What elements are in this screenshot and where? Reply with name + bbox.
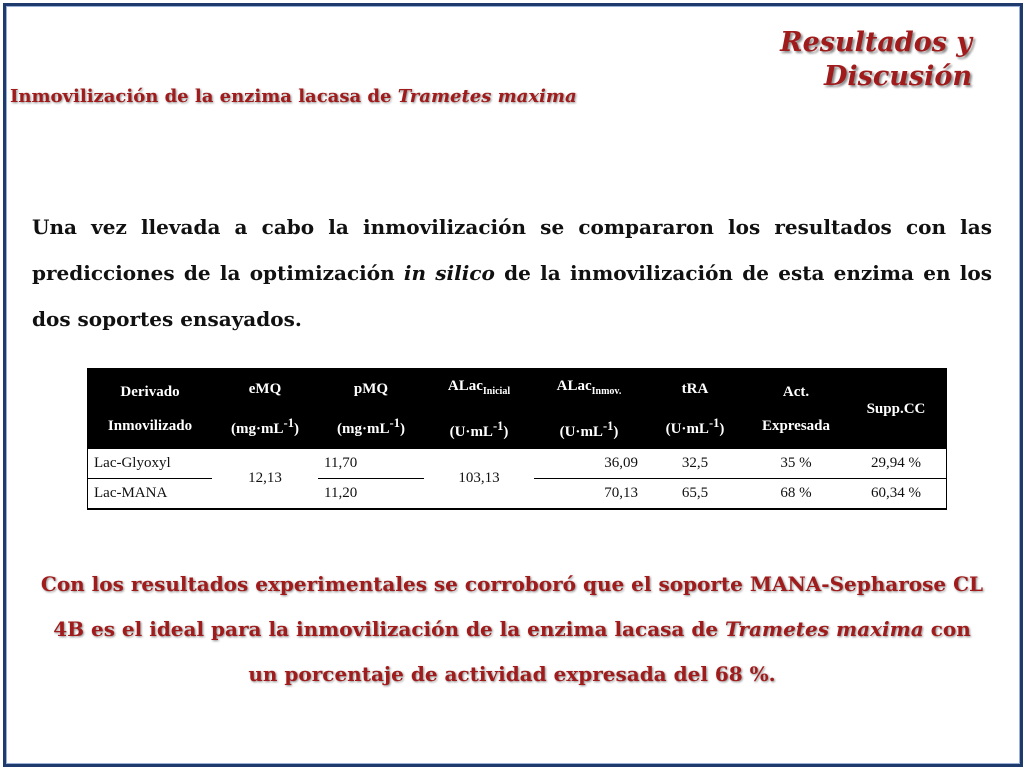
- intro-paragraph: [32, 204, 992, 342]
- header-alac-inicial: [424, 369, 534, 450]
- cell-alac-inicial-shared: 103,13: [424, 449, 534, 509]
- header-alac-inicial-sup: -1: [492, 419, 504, 433]
- cell-act: 35 %: [746, 449, 846, 479]
- header-alac-inmov-sup: -1: [602, 419, 614, 433]
- cell-pmq: 11,70: [318, 449, 424, 479]
- conclusion-part1: Con los resultados experimentales se corroboró que el soporte MANA-Sepharose CL 4B es el ideal para la inmovilización de la enzima lacasa de: [40, 572, 984, 641]
- header-alac-inmov-base: ALac: [556, 378, 592, 394]
- intro-part1: Una vez llevada a cabo la inmovilización se compararon los resultados con las predicciones de la optimización: [32, 215, 992, 285]
- conclusion-part2: con un porcentaje de actividad expresada del 68 %.: [248, 617, 971, 686]
- header-alac-inicial-l2: (U·mL: [449, 424, 493, 440]
- cell-alac-inmov: 70,13: [534, 479, 644, 510]
- header-tra-sup: -1: [708, 416, 720, 430]
- cell-emq-shared: 12,13: [212, 449, 318, 509]
- cell-tra: 32,5: [644, 449, 746, 479]
- subtitle-species: Trametes maxima: [397, 86, 577, 107]
- cell-alac-inmov: 36,09: [534, 449, 644, 479]
- header-supp: [846, 369, 947, 450]
- cell-derivado: Lac-MANA: [88, 479, 213, 510]
- header-tra-end: ): [719, 421, 725, 437]
- header-alac-inmov: [534, 369, 644, 450]
- cell-tra: 65,5: [644, 479, 746, 510]
- header-tra-l2: (U·mL: [665, 421, 709, 437]
- header-derivado: [88, 369, 213, 450]
- header-emq-l1: eMQ: [248, 381, 282, 397]
- header-tra: [644, 369, 746, 450]
- cell-derivado: Lac-Glyoxyl: [88, 449, 213, 479]
- header-emq-end: ): [293, 421, 299, 437]
- header-alac-inmov-sub: Inmov.: [591, 386, 622, 397]
- intro-italic: in silico: [403, 261, 495, 285]
- intro-part2: de la inmovilización de esta enzima en los dos soportes ensayados.: [32, 261, 993, 331]
- header-pmq-end: ): [399, 421, 405, 437]
- subtitle-prefix: Inmovilización de la enzima lacasa de: [10, 86, 398, 107]
- section-title-line1: Resultados y: [780, 27, 972, 58]
- header-pmq-sup: -1: [389, 416, 400, 430]
- header-act-l2: Expresada: [761, 418, 831, 434]
- header-pmq-l1: pMQ: [353, 381, 389, 397]
- slide-subtitle: [10, 86, 577, 107]
- header-alac-inicial-end: ): [503, 424, 509, 440]
- table-row: [88, 449, 947, 479]
- results-table: [87, 368, 947, 510]
- header-alac-inicial-sub: Inicial: [482, 386, 511, 397]
- header-alac-inicial-base: ALac: [447, 378, 483, 394]
- conclusion-species: Trametes maxima: [725, 617, 924, 641]
- header-derivado-l1: Derivado: [120, 384, 180, 400]
- cell-act: 68 %: [746, 479, 846, 510]
- header-alac-inmov-end: ): [613, 424, 619, 440]
- header-tra-l1: tRA: [681, 381, 709, 397]
- section-title: [780, 26, 972, 94]
- header-act-l1: Act.: [782, 384, 810, 400]
- header-pmq: [318, 369, 424, 450]
- cell-supp: 60,34 %: [846, 479, 947, 510]
- cell-pmq: 11,20: [318, 479, 424, 510]
- header-supp-l1: Supp.CC: [866, 401, 926, 417]
- header-emq-l2: (mg·mL: [231, 421, 284, 437]
- conclusion-paragraph: [40, 562, 984, 697]
- header-act: [746, 369, 846, 450]
- cell-supp: 29,94 %: [846, 449, 947, 479]
- section-title-line2: Discusión: [823, 61, 972, 92]
- header-emq: [212, 369, 318, 450]
- header-pmq-l2: (mg·mL: [337, 421, 390, 437]
- table-header-row: [88, 369, 947, 450]
- header-derivado-l2: Inmovilizado: [107, 418, 193, 434]
- header-emq-sup: -1: [283, 416, 294, 430]
- header-alac-inmov-l2: (U·mL: [559, 424, 603, 440]
